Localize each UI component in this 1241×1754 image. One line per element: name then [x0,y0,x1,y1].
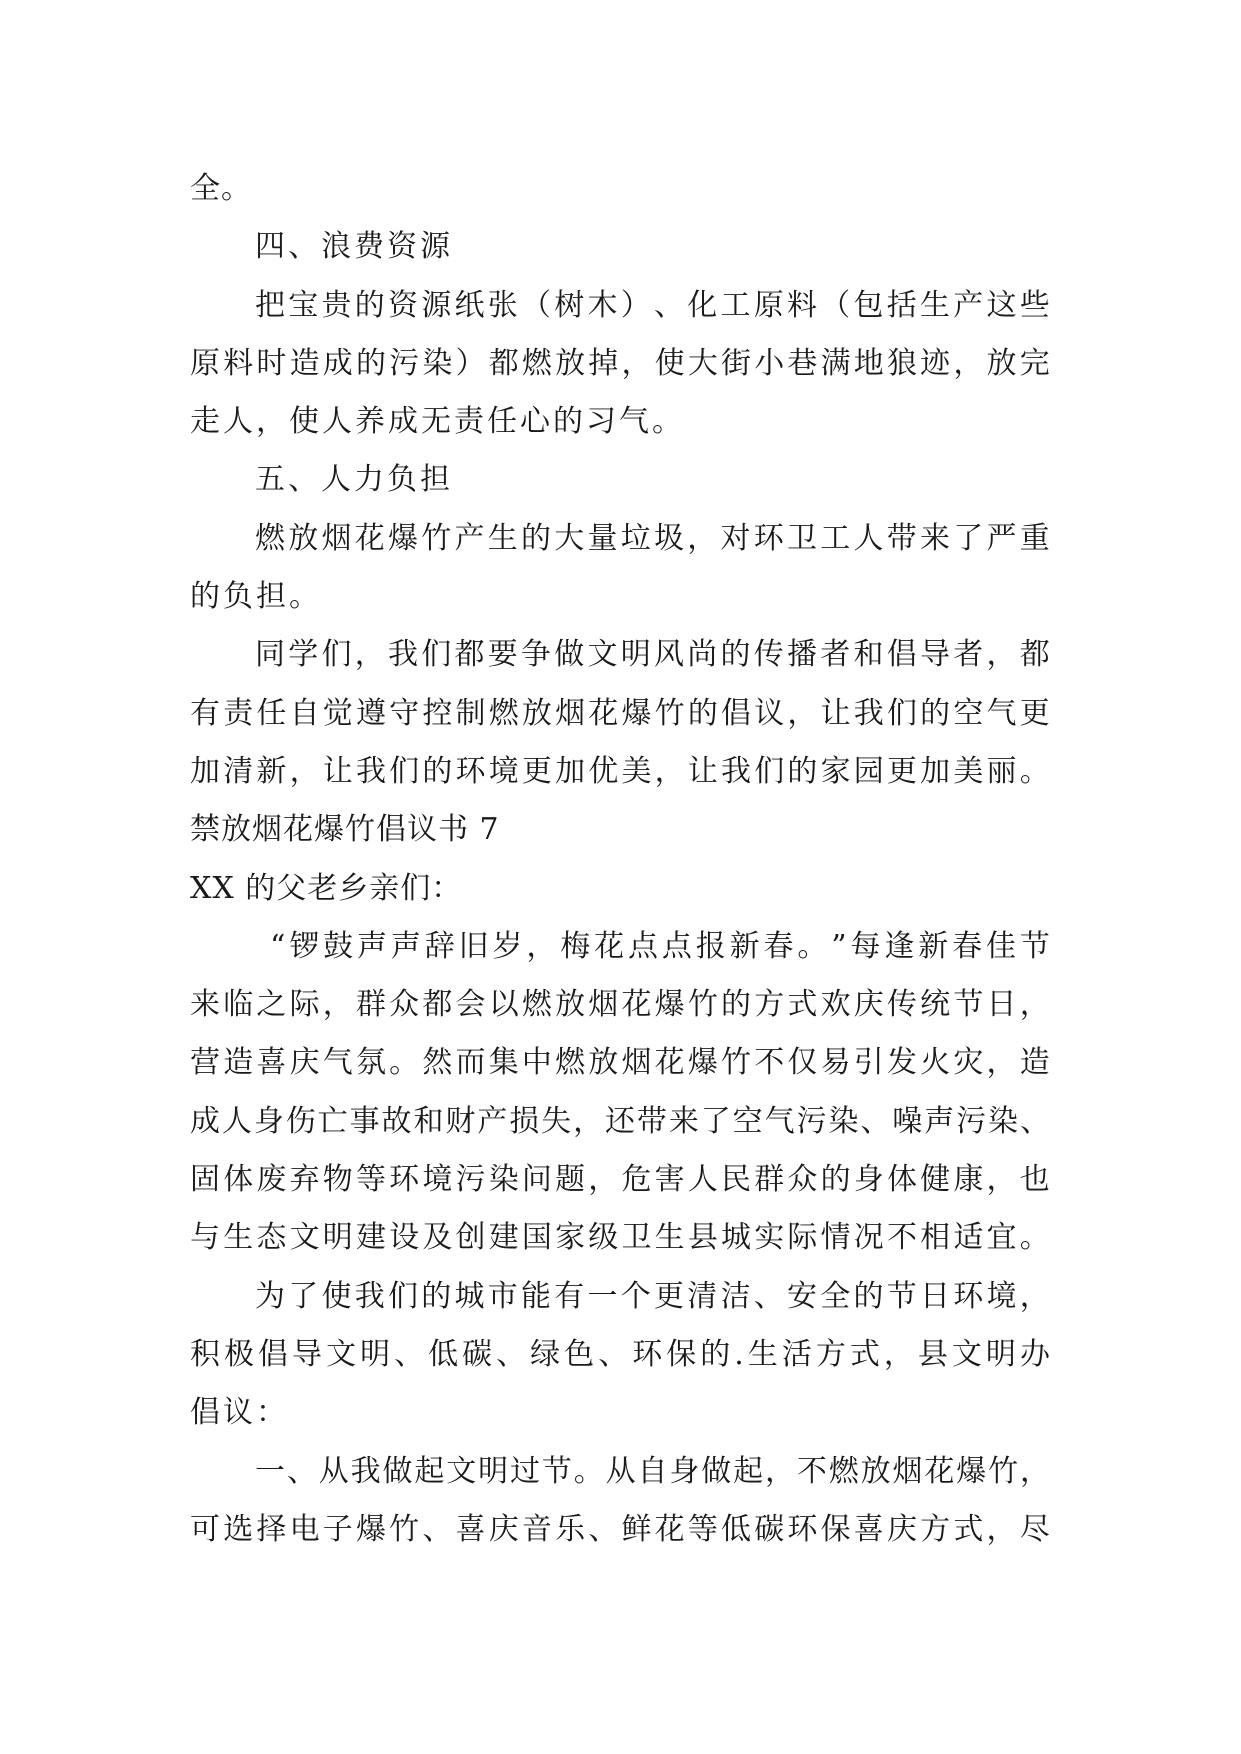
section-heading: 四、浪费资源 [255,229,453,265]
text-line: 的负担。 [190,579,322,615]
text-line: 与 生 态 文 明 建 设 及 创 建 国 家 级 卫 生 县 城 实 际 情 况 不 相 适 宜 。 [190,1220,1050,1256]
section-heading: 五、人力负担 [255,462,453,498]
text-line: 有 责 任 自 觉 遵 守 控 制 燃 放 烟 花 爆 竹 的 倡 议 ， 让 我 们 的 空 气 更 [190,695,1050,731]
text-line: 倡议： [190,1395,289,1431]
document-title: 禁放烟花爆竹倡议书 7 [190,812,500,848]
text-line: 为 了 使 我 们 的 城 市 能 有 一 个 更 清 洁 、 安 全 的 节 日 环 境 ， [255,1278,1050,1314]
text-line: 原 料 时 造 成 的 污 染 ） 都 燃 放 掉 ， 使 大 街 小 巷 满 地 狼 迹 ， 放 完 [190,345,1050,381]
text-line: 可 选 择 电 子 爆 竹 、 喜 庆 音 乐 、 鲜 花 等 低 碳 环 保 喜 庆 方 式 ， 尽 [190,1511,1050,1547]
text-line: 来 临 之 际 ， 群 众 都 会 以 燃 放 烟 花 爆 竹 的 方 式 欢 庆 传 统 节 日 ， [190,987,1050,1023]
text-line: 积 极 倡 导 文 明 、 低 碳 、 绿 色 、 环 保 的 . 生 活 方 式 ， 县 文 明 办 [190,1336,1050,1372]
text-line: 同 学 们 ， 我 们 都 要 争 做 文 明 风 尚 的 传 播 者 和 倡 导 者 ， 都 [255,637,1050,673]
text-line: 走人，使人养成无责任心的习气。 [190,404,685,440]
text-line: “ 锣 鼓 声 声 辞 旧 岁 ， 梅 花 点 点 报 新 春 。 ” 每 逢 新 春 佳 节 [270,928,1050,964]
document-body [190,160,1050,1559]
text-line: 燃 放 烟 花 爆 竹 产 生 的 大 量 垃 圾 ， 对 环 卫 工 人 带 来 了 严 重 [255,520,1050,556]
salutation: XX 的父老乡亲们： [190,870,463,906]
text-line: 加 清 新 ， 让 我 们 的 环 境 更 加 优 美 ， 让 我 们 的 家 园 更 加 美 丽 。 [190,753,1050,789]
text-line: 一 、 从 我 做 起 文 明 过 节 。 从 自 身 做 起 ， 不 燃 放 烟 花 爆 竹 ， [255,1453,1050,1489]
text-line: 固 体 废 弃 物 等 环 境 污 染 问 题 ， 危 害 人 民 群 众 的 身 体 健 康 ， 也 [190,1162,1050,1198]
text-line: 成 人 身 伤 亡 事 故 和 财 产 损 失 ， 还 带 来 了 空 气 污 染 、 噪 声 污 染 、 [190,1103,1050,1139]
text-line: 把 宝 贵 的 资 源 纸 张 （ 树 木 ） 、 化 工 原 料 （ 包 括 生 产 这 些 [255,287,1050,323]
text-line: 全。 [190,171,252,206]
text-line: 营 造 喜 庆 气 氛 。 然 而 集 中 燃 放 烟 花 爆 竹 不 仅 易 引 发 火 灾 ， 造 [190,1045,1050,1081]
